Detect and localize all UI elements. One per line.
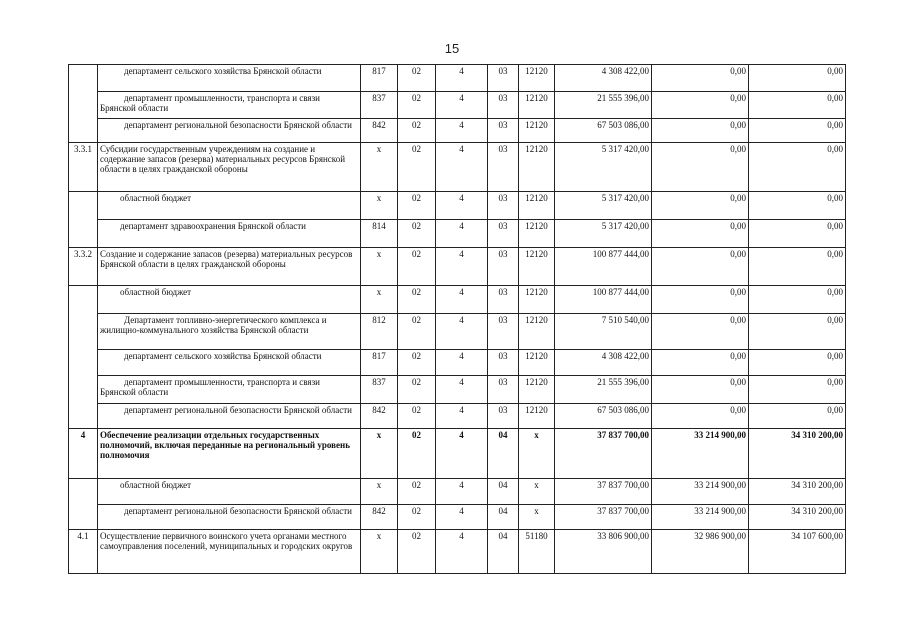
row-grbs: х [361, 248, 398, 286]
table-row [69, 220, 846, 248]
row-grbs: х [361, 143, 398, 192]
table-row [69, 248, 846, 286]
row-grbs: 837 [361, 376, 398, 404]
row-pr: 4 [436, 143, 488, 192]
row-rz: 02 [398, 192, 436, 220]
table-row [69, 314, 846, 350]
row-grbs: х [361, 192, 398, 220]
row-rz: 02 [398, 376, 436, 404]
row-name: департамент промышленности, транспорта и связи Брянской области [98, 92, 361, 119]
row-rz: 02 [398, 429, 436, 479]
table-row [69, 350, 846, 376]
row-value-1: 5 317 420,00 [555, 143, 652, 192]
row-rz: 02 [398, 143, 436, 192]
row-value-3: 34 310 200,00 [749, 505, 846, 530]
row-sub: 04 [488, 429, 519, 479]
table-body [69, 65, 846, 574]
row-value-1: 21 555 396,00 [555, 92, 652, 119]
row-rz: 02 [398, 404, 436, 429]
row-csr: 12120 [519, 404, 555, 429]
row-sub: 03 [488, 119, 519, 143]
row-value-2: 0,00 [652, 119, 749, 143]
row-pr: 4 [436, 314, 488, 350]
row-pr: 4 [436, 530, 488, 574]
row-value-3: 0,00 [749, 404, 846, 429]
row-value-2: 0,00 [652, 65, 749, 92]
row-number [69, 314, 98, 350]
row-number [69, 286, 98, 314]
row-number [69, 192, 98, 220]
row-name: Обеспечение реализации отдельных государственных полномочий, включая переданные на региональный уровень полномочия [98, 429, 361, 479]
row-value-2: 0,00 [652, 350, 749, 376]
row-sub: 03 [488, 65, 519, 92]
row-number: 3.3.1 [69, 143, 98, 192]
row-number [69, 404, 98, 429]
row-rz: 02 [398, 286, 436, 314]
row-name: областной бюджет [98, 479, 361, 505]
row-value-2: 0,00 [652, 404, 749, 429]
table-row [69, 429, 846, 479]
row-rz: 02 [398, 92, 436, 119]
row-rz: 02 [398, 505, 436, 530]
row-grbs: 817 [361, 65, 398, 92]
row-name: Департамент топливно-энергетического комплекса и жилищно-коммунального хозяйства Брянской области [98, 314, 361, 350]
row-csr: 12120 [519, 220, 555, 248]
row-grbs: 842 [361, 119, 398, 143]
row-sub: 04 [488, 479, 519, 505]
row-number: 4 [69, 429, 98, 479]
row-sub: 03 [488, 248, 519, 286]
row-value-1: 100 877 444,00 [555, 286, 652, 314]
row-value-1: 37 837 700,00 [555, 429, 652, 479]
row-sub: 03 [488, 220, 519, 248]
row-csr: 12120 [519, 248, 555, 286]
row-name: департамент здравоохранения Брянской области [98, 220, 361, 248]
row-value-3: 0,00 [749, 248, 846, 286]
row-sub: 03 [488, 143, 519, 192]
row-grbs: х [361, 479, 398, 505]
row-grbs: х [361, 286, 398, 314]
row-number: 4.1 [69, 530, 98, 574]
row-rz: 02 [398, 350, 436, 376]
row-sub: 04 [488, 505, 519, 530]
row-pr: 4 [436, 119, 488, 143]
row-value-3: 0,00 [749, 119, 846, 143]
row-value-2: 33 214 900,00 [652, 429, 749, 479]
row-number [69, 92, 98, 119]
row-sub: 03 [488, 92, 519, 119]
row-value-3: 0,00 [749, 314, 846, 350]
row-value-3: 34 310 200,00 [749, 479, 846, 505]
row-value-2: 32 986 900,00 [652, 530, 749, 574]
row-value-1: 7 510 540,00 [555, 314, 652, 350]
table-row [69, 479, 846, 505]
row-value-1: 37 837 700,00 [555, 479, 652, 505]
row-value-3: 34 310 200,00 [749, 429, 846, 479]
row-value-2: 0,00 [652, 376, 749, 404]
row-value-1: 5 317 420,00 [555, 220, 652, 248]
row-pr: 4 [436, 350, 488, 376]
table-row [69, 192, 846, 220]
row-sub: 03 [488, 404, 519, 429]
row-value-3: 0,00 [749, 376, 846, 404]
row-grbs: х [361, 429, 398, 479]
row-rz: 02 [398, 248, 436, 286]
table-row [69, 286, 846, 314]
row-value-3: 0,00 [749, 192, 846, 220]
row-value-3: 0,00 [749, 350, 846, 376]
row-csr: 12120 [519, 119, 555, 143]
row-name: Субсидии государственным учреждениям на создание и содержание запасов (резерва) материальных ресурсов Брянской области в целях гражданской обороны [98, 143, 361, 192]
row-name: Создание и содержание запасов (резерва) материальных ресурсов Брянской области в целях гражданской обороны [98, 248, 361, 286]
row-grbs: х [361, 530, 398, 574]
row-name: департамент сельского хозяйства Брянской области [98, 350, 361, 376]
row-value-1: 5 317 420,00 [555, 192, 652, 220]
row-csr: 12120 [519, 92, 555, 119]
row-grbs: 842 [361, 404, 398, 429]
table-row [69, 505, 846, 530]
row-csr: 12120 [519, 286, 555, 314]
row-value-1: 4 308 422,00 [555, 65, 652, 92]
row-value-3: 0,00 [749, 220, 846, 248]
row-name: департамент региональной безопасности Брянской области [98, 119, 361, 143]
row-csr: х [519, 505, 555, 530]
row-rz: 02 [398, 314, 436, 350]
row-rz: 02 [398, 479, 436, 505]
budget-table [68, 64, 846, 574]
table-row [69, 92, 846, 119]
row-rz: 02 [398, 220, 436, 248]
table-row [69, 404, 846, 429]
table-row [69, 530, 846, 574]
row-sub: 03 [488, 376, 519, 404]
row-csr: 12120 [519, 376, 555, 404]
row-value-3: 0,00 [749, 65, 846, 92]
row-pr: 4 [436, 505, 488, 530]
row-number [69, 350, 98, 376]
table-row [69, 143, 846, 192]
row-csr: 12120 [519, 143, 555, 192]
row-value-2: 33 214 900,00 [652, 505, 749, 530]
row-name: Осуществление первичного воинского учета органами местного самоуправления поселений, муниципальных и городских округов [98, 530, 361, 574]
row-value-2: 0,00 [652, 314, 749, 350]
row-grbs: 837 [361, 92, 398, 119]
row-sub: 03 [488, 286, 519, 314]
row-number: 3.3.2 [69, 248, 98, 286]
row-value-2: 0,00 [652, 92, 749, 119]
row-value-1: 100 877 444,00 [555, 248, 652, 286]
row-rz: 02 [398, 65, 436, 92]
row-value-2: 0,00 [652, 143, 749, 192]
row-pr: 4 [436, 92, 488, 119]
row-value-2: 0,00 [652, 220, 749, 248]
row-grbs: 817 [361, 350, 398, 376]
row-rz: 02 [398, 530, 436, 574]
row-number [69, 220, 98, 248]
row-value-3: 0,00 [749, 92, 846, 119]
row-name: департамент промышленности, транспорта и связи Брянской области [98, 376, 361, 404]
row-rz: 02 [398, 119, 436, 143]
row-pr: 4 [436, 429, 488, 479]
row-value-3: 0,00 [749, 286, 846, 314]
row-value-1: 33 806 900,00 [555, 530, 652, 574]
row-name: областной бюджет [98, 286, 361, 314]
table-row [69, 119, 846, 143]
row-pr: 4 [436, 220, 488, 248]
row-sub: 03 [488, 350, 519, 376]
row-sub: 03 [488, 192, 519, 220]
row-csr: х [519, 479, 555, 505]
row-name: департамент сельского хозяйства Брянской области [98, 65, 361, 92]
row-value-2: 0,00 [652, 192, 749, 220]
row-value-1: 37 837 700,00 [555, 505, 652, 530]
row-pr: 4 [436, 404, 488, 429]
row-value-3: 0,00 [749, 143, 846, 192]
row-grbs: 842 [361, 505, 398, 530]
row-value-2: 33 214 900,00 [652, 479, 749, 505]
row-pr: 4 [436, 192, 488, 220]
row-pr: 4 [436, 479, 488, 505]
row-pr: 4 [436, 286, 488, 314]
row-number [69, 376, 98, 404]
row-number [69, 505, 98, 530]
row-csr: 51180 [519, 530, 555, 574]
row-number [69, 479, 98, 505]
row-value-2: 0,00 [652, 248, 749, 286]
row-value-1: 21 555 396,00 [555, 376, 652, 404]
row-sub: 03 [488, 314, 519, 350]
row-value-1: 67 503 086,00 [555, 119, 652, 143]
table-row [69, 376, 846, 404]
row-grbs: 812 [361, 314, 398, 350]
row-grbs: 814 [361, 220, 398, 248]
row-name: департамент региональной безопасности Брянской области [98, 404, 361, 429]
row-csr: 12120 [519, 65, 555, 92]
row-value-2: 0,00 [652, 286, 749, 314]
row-pr: 4 [436, 376, 488, 404]
row-name: департамент региональной безопасности Брянской области [98, 505, 361, 530]
row-pr: 4 [436, 248, 488, 286]
row-sub: 04 [488, 530, 519, 574]
row-value-3: 34 107 600,00 [749, 530, 846, 574]
page-number: 15 [444, 41, 460, 56]
row-name: областной бюджет [98, 192, 361, 220]
row-number [69, 65, 98, 92]
row-csr: 12120 [519, 350, 555, 376]
table-row [69, 65, 846, 92]
row-csr: 12120 [519, 314, 555, 350]
row-pr: 4 [436, 65, 488, 92]
row-value-1: 67 503 086,00 [555, 404, 652, 429]
row-value-1: 4 308 422,00 [555, 350, 652, 376]
row-csr: 12120 [519, 192, 555, 220]
row-number [69, 119, 98, 143]
row-csr: х [519, 429, 555, 479]
